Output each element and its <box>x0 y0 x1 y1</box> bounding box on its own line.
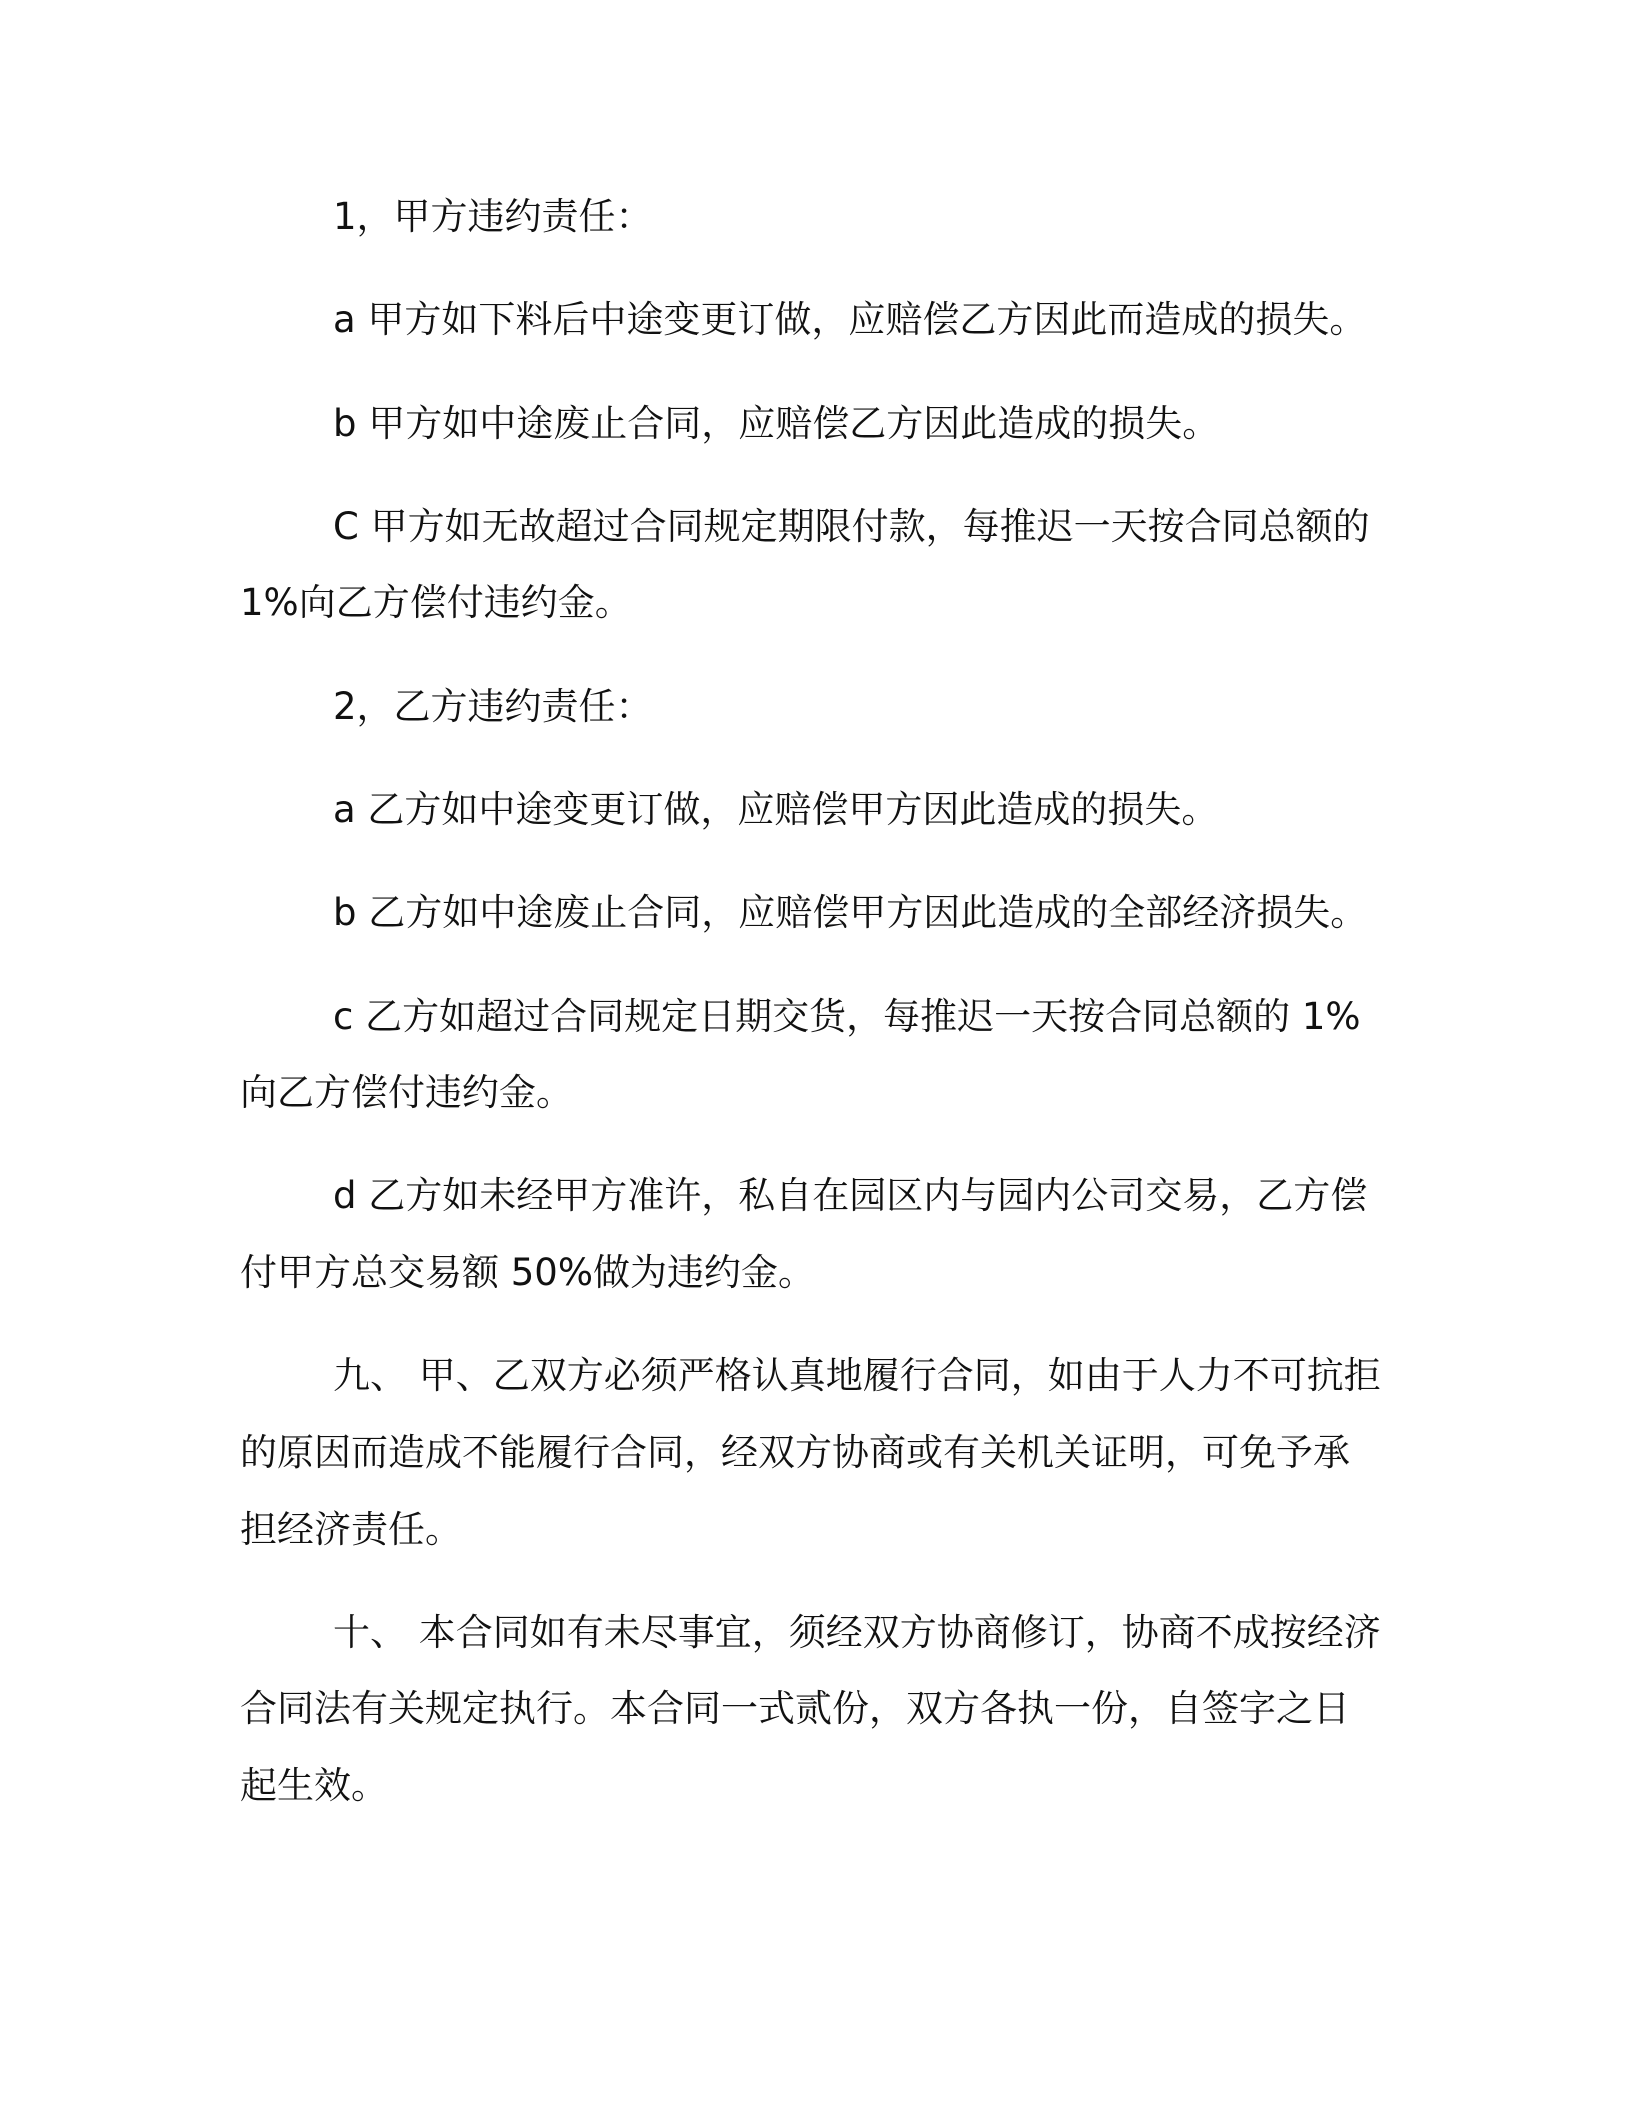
party-b-clause-a <box>240 772 1440 849</box>
paragraph-line: 起生效。 <box>240 1763 388 1807</box>
party-a-clause-c <box>240 489 1440 642</box>
paragraph-line: b 甲方如中途废止合同，应赔偿乙方因此造成的损失。 <box>333 401 1220 445</box>
article-ten <box>240 1595 1440 1825</box>
article-nine <box>240 1338 1440 1568</box>
paragraph-line: d 乙方如未经甲方准许，私自在园区内与园内公司交易，乙方偿 <box>333 1174 1368 1218</box>
paragraph-line: C 甲方如无故超过合同规定期限付款，每推迟一天按合同总额的 <box>333 504 1370 548</box>
paragraph-line: 向乙方偿付违约金。 <box>240 1071 573 1115</box>
party-b-clause-d <box>240 1158 1440 1311</box>
paragraph-line: c 乙方如超过合同规定日期交货，每推迟一天按合同总额的 1% <box>333 994 1361 1038</box>
document-body <box>240 179 1440 1851</box>
paragraph-line: 的原因而造成不能履行合同，经双方协商或有关机关证明，可免予承 <box>240 1430 1350 1474</box>
party-a-liability-heading <box>240 179 1440 256</box>
party-b-liability-heading <box>240 669 1440 746</box>
paragraph-line: a 甲方如下料后中途变更订做，应赔偿乙方因此而造成的损失。 <box>333 298 1367 342</box>
paragraph-line: 1%向乙方偿付违约金。 <box>240 581 632 625</box>
paragraph-line: 担经济责任。 <box>240 1507 462 1551</box>
party-b-clause-c <box>240 979 1440 1132</box>
paragraph-line: 合同法有关规定执行。本合同一式贰份，双方各执一份，自签字之日 <box>240 1687 1350 1731</box>
paragraph-line: 付甲方总交易额 50%做为违约金。 <box>240 1251 815 1295</box>
paragraph-line: 九、 甲、乙双方必须严格认真地履行合同，如由于人力不可抗拒 <box>333 1354 1381 1398</box>
party-b-clause-b <box>240 875 1440 952</box>
paragraph-line: 1，甲方违约责任： <box>333 195 653 238</box>
paragraph-line: 2，乙方违约责任： <box>333 684 653 728</box>
paragraph-line: a 乙方如中途变更订做，应赔偿甲方因此造成的损失。 <box>333 788 1219 831</box>
paragraph-line: b 乙方如中途废止合同，应赔偿甲方因此造成的全部经济损失。 <box>333 891 1368 935</box>
party-a-clause-a <box>240 282 1440 359</box>
paragraph-line: 十、 本合同如有未尽事宜，须经双方协商修订，协商不成按经济 <box>333 1610 1381 1654</box>
party-a-clause-b <box>240 386 1440 463</box>
